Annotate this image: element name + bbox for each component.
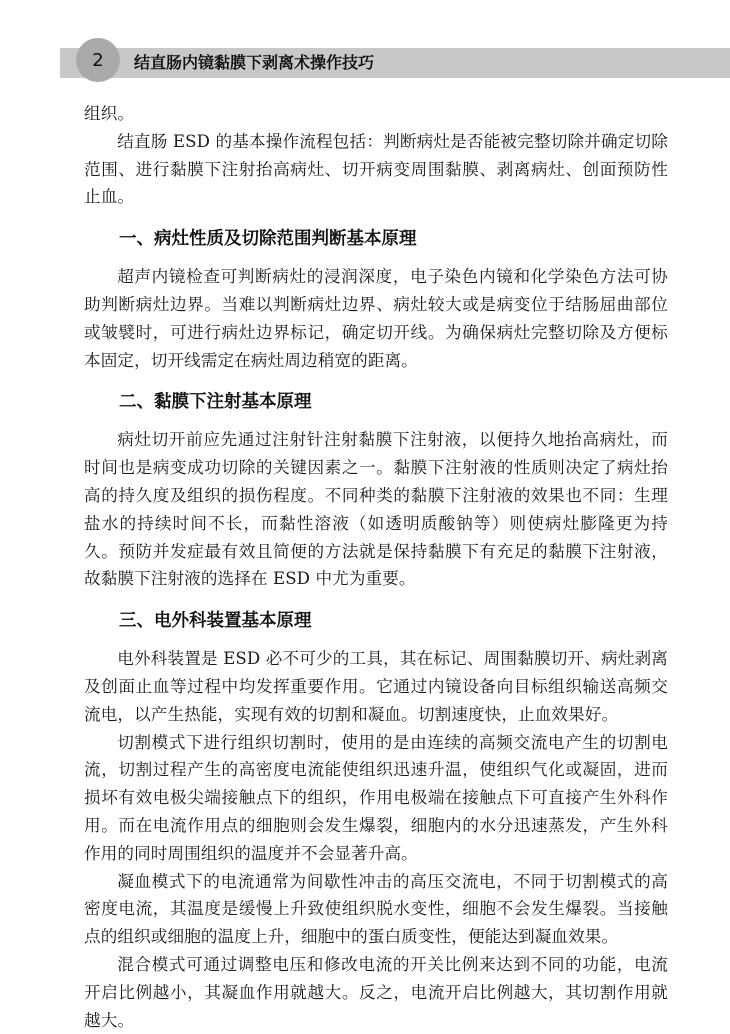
- paragraph: 病灶切开前应先通过注射针注射黏膜下注射液，以便持久地抬高病灶，而时间也是病变成功切除的关键因素之一。黏膜下注射液的性质则决定了病灶抬高的持久度及组织的损伤程度。不同种类的黏膜下注射液的效果也不同：生理盐水的持续时间不长，而黏性溶液（如透明质酸钠等）则使病灶膨隆更为持久。预防并发症最有效且简便的方法就是保持黏膜下有充足的黏膜下注射液，故黏膜下注射液的选择在 ESD 中尤为重要。: [84, 430, 668, 589]
- paragraph: 超声内镜检查可判断病灶的浸润深度，电子染色内镜和化学染色方法可协助判断病灶边界。当难以判断病灶边界、病灶较大或是病变位于结肠屈曲部位或皱襞时，可进行病灶边界标记，确定切开线。为确保病灶完整切除及方便标本固定，切开线需定在病灶周边稍宽的距离。: [84, 267, 668, 370]
- running-title: 结直肠内镜黏膜下剥离术操作技巧: [134, 53, 375, 72]
- page-number: 2: [92, 49, 104, 71]
- paragraph: 电外科装置是 ESD 必不可少的工具，其在标记、周围黏膜切开、病灶剥离及创面止血等过程中均发挥重要作用。它通过内镜设备向目标组织输送高频交流电，以产生热能，实现有效的切割和凝血。切割速度快，止血效果好。: [84, 649, 668, 724]
- section-heading-submucosal-injection: 二、黏膜下注射基本原理: [119, 392, 312, 413]
- section-heading-electrosurgical-unit: 三、电外科装置基本原理: [119, 611, 312, 632]
- intro-paragraph: 结直肠 ESD 的基本操作流程包括：判断病灶是否能被完整切除并确定切除范围、进行黏膜下注射抬高病灶、切开病变周围黏膜、剥离病灶、创面预防性止血。: [84, 131, 668, 207]
- page-number-badge: [76, 38, 120, 82]
- continued-text: 组织。: [84, 104, 135, 123]
- paragraph: 凝血模式下的电流通常为间歇性冲击的高压交流电，不同于切割模式的高密度电流，其温度是缓慢上升致使组织脱水变性，细胞不会发生爆裂。当接触点的组织或细胞的温度上升，细胞中的蛋白质变性，便能达到凝血效果。: [84, 871, 668, 947]
- paragraph: 混合模式可通过调整电压和修改电流的开关比例来达到不同的功能，电流开启比例越小，其凝血作用就越大。反之，电流开启比例越大，其切割作用就越大。: [84, 954, 668, 1030]
- page-body: [84, 100, 668, 1034]
- section-heading-lesion-assessment: 一、病灶性质及切除范围判断基本原理: [119, 229, 417, 250]
- paragraph: 切割模式下进行组织切割时，使用的是由连续的高频交流电产生的切割电流，切割过程产生的高密度电流能使组织迅速升温，使组织气化或凝固，进而损坏有效电极尖端接触点下的组织，作用电极端在接触点下可直接产生外科作用。而在电流作用点的细胞则会发生爆裂，细胞内的水分迅速蒸发，产生外科作用的同时周围组织的温度并不会显著升高。: [84, 732, 668, 863]
